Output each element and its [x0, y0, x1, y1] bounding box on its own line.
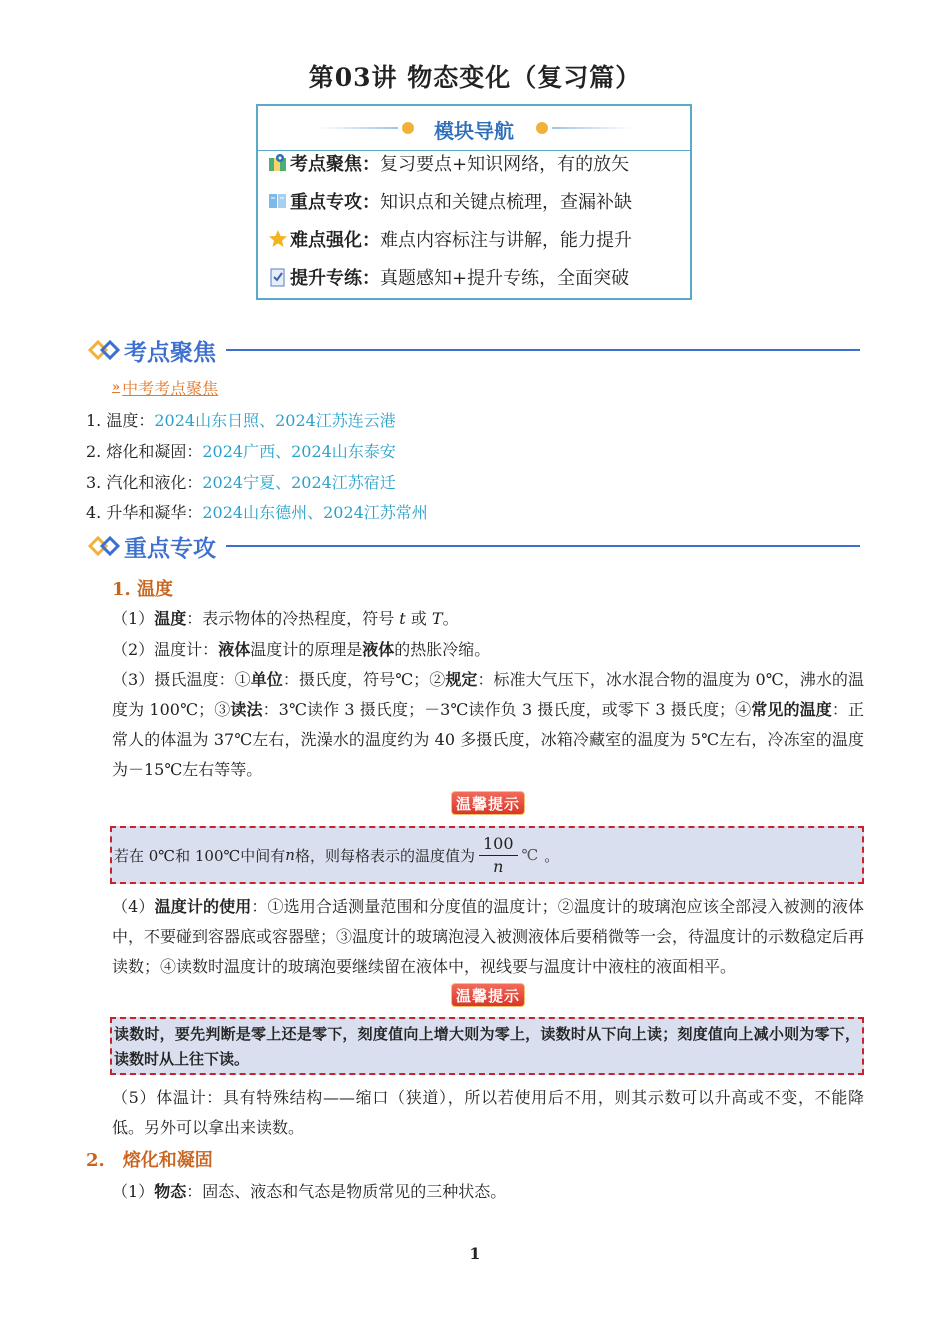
star-icon [268, 229, 288, 249]
nav-row-tisheng [268, 262, 629, 292]
module-nav-box [256, 104, 692, 300]
chevron-right-icon: » [112, 380, 121, 395]
nav-row-label: 考点聚焦： [290, 154, 380, 175]
list-item [86, 500, 428, 523]
list-item-refs: 2024山东德州、2024江苏常州 [202, 503, 428, 522]
tip-text: 若在 0℃和 100℃中间有 n 格，则每格表示的温度值为 100 n ℃ 。 [114, 833, 560, 876]
paragraph: （4）温度计的使用：①选用合适测量范围和分度值的温度计；②温度计的玻璃泡应该全部浸入被测的液体中，不要碰到容器底或容器壁；③温度计的玻璃泡浸入被测液体后要稍微等一会，待温度计的示数稳定后再读数；④读数时温度计的玻璃泡要继续留在液体中，视线要与温度计中液柱的液面相平。 [112, 897, 865, 976]
sublink-text: 中考考点聚焦 [122, 379, 219, 398]
section-rule [226, 545, 860, 547]
clipboard-icon [268, 267, 288, 287]
nav-row-desc: 复习要点+知识网络，有的放矢 [380, 154, 630, 175]
section-header-zhongdian [88, 529, 860, 563]
list-item-label: 1. 温度： [86, 411, 155, 430]
list-item [86, 408, 396, 431]
list-item-refs: 2024山东日照、2024江苏连云港 [154, 411, 396, 430]
list-item-label: 3. 汽化和液化： [86, 473, 203, 492]
topic-heading: 1. 温度 [112, 579, 174, 600]
tip-badge: 温馨提示 [451, 983, 525, 1007]
module-nav-header [258, 106, 690, 151]
list-item-label: 2. 熔化和凝固： [86, 442, 203, 461]
paragraph: （1）物态：固态、液态和气态是物质常见的三种状态。 [112, 1182, 507, 1201]
fraction: 100 n [479, 833, 518, 878]
paragraph: （3）摄氏温度：①单位：摄氏度，符号℃；②规定：标准大气压下，冰水混合物的温度为 0℃，沸水的温度为 100℃；③读法：3℃读作 3 摄氏度；－3℃读作负 3 摄氏度，或零下 3 摄氏度；④常见的温度：正常人的体温为 37℃左右，洗澡水的温度约为 40 多摄氏度，冰箱冷藏室的温度为 5℃左右，冷冻室的温度为－15℃左右等等。 [112, 670, 864, 779]
double-chevron-icon [88, 339, 122, 361]
divider [552, 127, 632, 129]
tip-badge: 温馨提示 [451, 791, 525, 815]
sublink-zhongkao[interactable] [112, 376, 218, 399]
section-title: 重点专攻 [124, 535, 216, 562]
nav-row-label: 提升专练： [290, 268, 380, 289]
list-item-refs: 2024广西、2024山东泰安 [202, 442, 396, 461]
nav-row-desc: 难点内容标注与讲解，能力提升 [380, 230, 632, 251]
nav-row-kaodian [268, 148, 629, 178]
map-icon [268, 153, 288, 173]
nav-row-nandian [268, 224, 632, 254]
section-header-kaodian [88, 333, 860, 367]
tip-text: 读数时，要先判断是零上还是零下，刻度值向上增大则为零上，读数时从下向上读；刻度值向上减小则为零下，读数时从上往下读。 [114, 1025, 860, 1068]
page-number: 1 [469, 1244, 481, 1263]
paragraph: （2）温度计：液体温度计的原理是液体的热胀冷缩。 [112, 640, 491, 659]
list-item [86, 439, 396, 462]
double-chevron-icon [88, 535, 122, 557]
tip-box [110, 826, 864, 884]
dot-icon [536, 122, 548, 134]
tip-box [110, 1017, 864, 1075]
nav-row-desc: 真题感知+提升专练，全面突破 [380, 268, 630, 289]
nav-row-label: 难点强化： [290, 230, 380, 251]
page-title: 第03讲 物态变化（复习篇） [308, 63, 642, 92]
list-item-refs: 2024宁夏、2024江苏宿迁 [202, 473, 396, 492]
nav-row-zhongdian [268, 186, 632, 216]
nav-row-desc: 知识点和关键点梳理，查漏补缺 [380, 192, 632, 213]
section-title: 考点聚焦 [124, 339, 216, 366]
paragraph: （5）体温计：具有特殊结构——缩口（狭道），所以若使用后不用，则其示数可以升高或不变，不能降低。另外可以拿出来读数。 [112, 1088, 864, 1137]
paragraph: （1）温度：表示物体的冷热程度，符号 t 或 T。 [112, 609, 459, 628]
nav-row-label: 重点专攻： [290, 192, 380, 213]
list-item-label: 4. 升华和凝华： [86, 503, 203, 522]
section-rule [226, 349, 860, 351]
list-item [86, 470, 396, 493]
module-nav-title: 模块导航 [434, 119, 514, 143]
topic-heading: 2. 熔化和凝固 [86, 1150, 213, 1171]
book-icon [268, 191, 288, 211]
